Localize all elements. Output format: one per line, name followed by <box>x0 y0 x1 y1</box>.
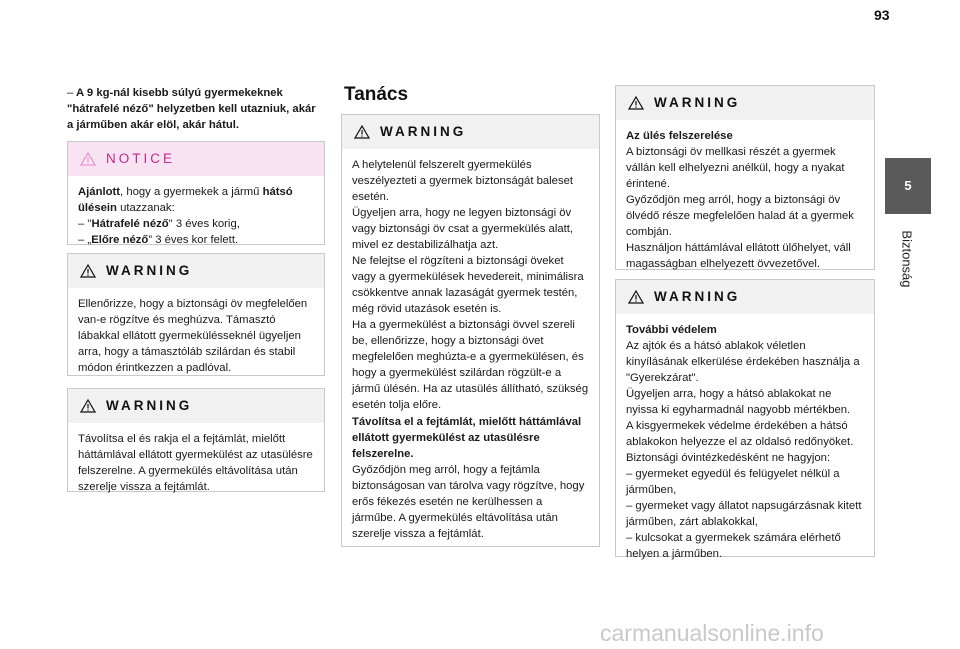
warning-header <box>616 280 874 314</box>
notice-body <box>68 176 324 256</box>
warning-triangle-icon <box>628 290 644 304</box>
notice-box <box>67 141 325 245</box>
warning-header <box>616 86 874 120</box>
warning-title: WARNING <box>106 397 193 413</box>
warning-title: WARNING <box>654 288 741 304</box>
warning-header <box>68 254 324 288</box>
warning-body: Az ülés felszerelése A biztonsági öv mellkasi részét a gyermek vállán kell elhelyezni anélkül, hogy a nyakat érintené. Győződjön meg arról, hogy a biztonsági öv ölvédő része megfelelően halad át a gyermek combján. Használjon háttámlával ellátott ülőhelyet, váll magasságban elhelyezett övvezetővel. <box>626 130 854 271</box>
warning-body: A helytelenül felszerelt gyermekülés veszélyezteti a gyermek biztonságát baleset esetén. Ügyeljen arra, hogy ne legyen biztonsági öv vagy biztonsági öv csat a gyermekülés alatt, mivel ez destabilizálhatja azt. Ne felejtse el rögzíteni a biztonsági öveket vagy a gyermekülések hevedereit, minimálisra csökkentve annak lazaságát gyermek testén, még rövid utazások esetén is. Ha a gyermekülést a biztonsági övvel szereli be, ellenőrizze, hogy a biztonsági övet megfelelően meghúzta-e a gyermekülésen, és hogy a gyermekülést szilárdan rögzült-e a jármű ülésén. Ha az utasülés állítható, szükség esetén tolja előre. Távolítsa el a fejtámlát, mielőtt háttámlával ellátott gyermekülést az utasülésre felszerelne. Győződjön meg arról, hogy a fejtámla biztonságosan van tárolva vagy rögzítve, hogy erős fékezés esetén ne kerülhessen a járműbe. A gyermekülés eltávolítása után szerelje vissza a fejtámlát. <box>352 159 589 540</box>
warning-header <box>68 389 324 423</box>
notice-title: NOTICE <box>106 150 176 166</box>
warning-triangle-icon <box>80 399 96 413</box>
notice-line1: Ajánlott, hogy a gyermekek a jármű hátsó ülésein utazzanak: <box>78 186 293 215</box>
warning-body: Ellenőrizze, hogy a biztonsági öv megfelelően van-e rögzítve és meghúzva. Támasztó lábakkal ellátott gyermekülésseknél ügyeljen arra, hogy a támasztóláb szilárdan és stabil módon érintkezzen a padlóval. <box>78 298 308 375</box>
chapter-label-text: Biztonság <box>899 230 915 288</box>
warning-body: Távolítsa el és rakja el a fejtámlát, mielőtt háttámlával ellátott gyermekülést az utasülésre felszerelne. A gyermekülés eltávolítása után szerelje vissza a fejtámlát. <box>78 433 313 494</box>
chapter-tab[interactable] <box>885 158 931 214</box>
notice-item-1: – "Hátrafelé néző" 3 éves korig, <box>78 218 240 231</box>
warning-triangle-icon <box>628 96 644 110</box>
page-number: 93 <box>874 7 890 23</box>
warning-box-5 <box>615 279 875 561</box>
warning-body: További védelem Az ajtók és a hátsó ablakok véletlen kinyílásának elkerülése érdekében használja a "Gyerekzárat". Ügyeljen arra, hogy a hátsó ablakokat ne nyissa ki egyharmadnál nagyobb mértékben. A kisgyermekek védelme érdekében a hátsó ablakokon helyezze el az oldalsó redőnyöket. Biztonsági óvintézkedésként ne hagyjon: – gyermeket egyedül és felügyelet nélkül a járműben, – gyermeket vagy állatot napsugárzásnak kitett járműben, zárt ablakokkal, – kulcsokat a gyermekek számára elérhető helyen a járműben. <box>626 324 862 561</box>
warning-title: WARNING <box>654 94 741 110</box>
chapter-number: 5 <box>904 178 912 194</box>
warning-box-1 <box>67 253 325 376</box>
warning-title: WARNING <box>106 262 193 278</box>
intro-text: – A 9 kg-nál kisebb súlyú gyermekeknek "hátrafelé néző" helyzetben kell utazniuk, akár a járműben akár elöl, akár hátul. <box>67 87 316 131</box>
warning-box-2 <box>67 388 325 492</box>
warning-box-4 <box>615 85 875 270</box>
warning-triangle-icon <box>354 125 370 139</box>
chapter-label <box>892 214 922 304</box>
warning-triangle-icon <box>80 264 96 278</box>
warning-triangle-icon <box>80 152 96 166</box>
notice-item-2: – „Előre néző” 3 éves kor felett. <box>78 234 239 247</box>
warning-title: WARNING <box>380 123 467 139</box>
warning-header <box>342 115 599 149</box>
warning-box-3 <box>341 114 600 547</box>
watermark: carmanualsonline.info <box>600 620 824 646</box>
notice-header <box>68 142 324 176</box>
section-heading: Tanács <box>344 84 409 105</box>
